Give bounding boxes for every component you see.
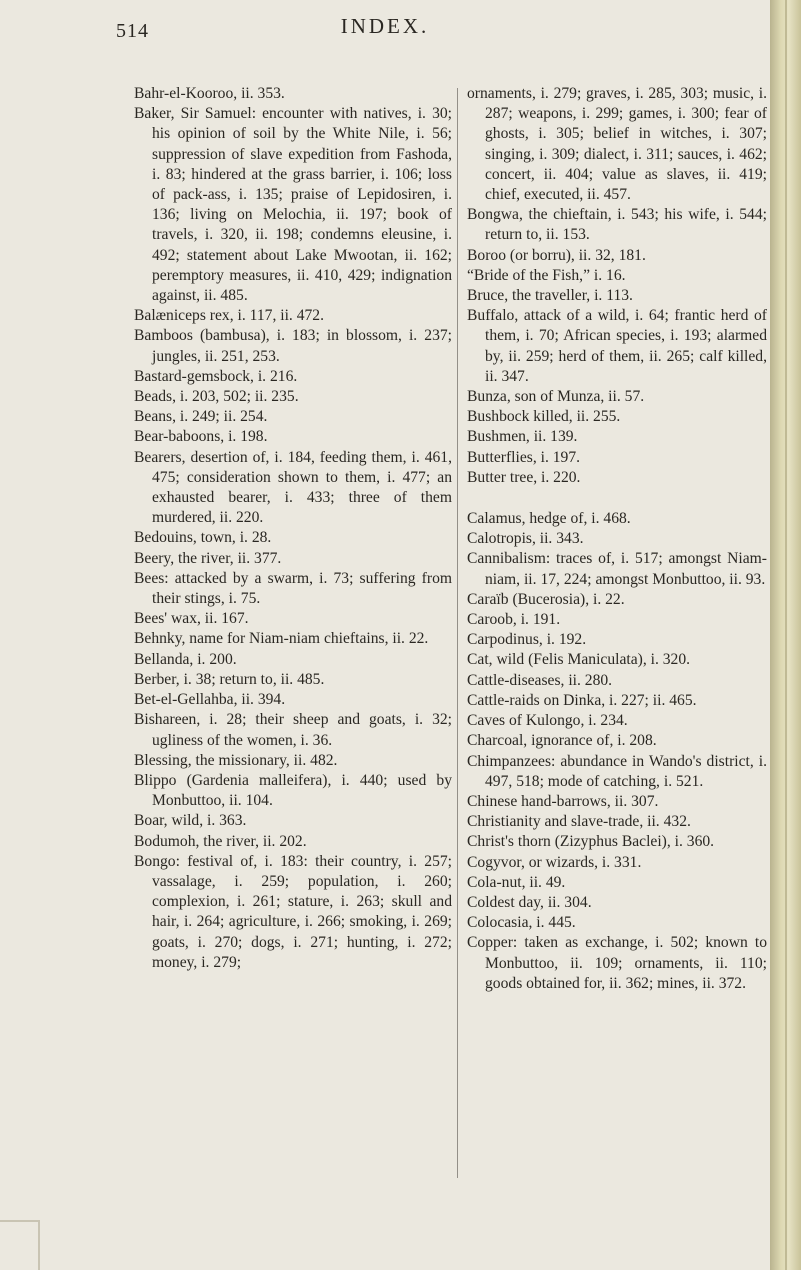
index-entry: Bushmen, ii. 139.	[467, 428, 578, 446]
edge-shadow	[785, 0, 787, 1270]
index-entry: Charcoal, ignorance of, i. 208.	[467, 732, 657, 750]
index-entry: Bruce, the traveller, i. 113.	[467, 287, 633, 305]
index-entry: Bees' wax, ii. 167.	[134, 610, 249, 628]
index-entry: Bongwa, the chieftain, i. 543; his wife, i. 544; return to, ii. 153.	[467, 206, 767, 244]
index-entry: Baker, Sir Samuel: encounter with natives, i. 30; his opinion of soil by the White Nile, i. 56; suppression of slave expedition from Fashoda, i. 83; hindered at the grass barrier, i. 106; loss of pack-ass, i. 135; praise of Lepidosiren, i. 136; living on Melochia, ii. 197; book of travels, i. 320, ii. 198; condemns eleusine, i. 492; statement about Lake Mwootan, ii. 162; peremptory measures, ii. 410, 429; indignation against, ii. 485.	[134, 105, 452, 305]
index-entry: Bahr-el-Kooroo, ii. 353.	[134, 85, 285, 102]
running-head: INDEX.	[340, 14, 430, 38]
index-entry: Butter tree, i. 220.	[467, 468, 581, 486]
index-entry: Berber, i. 38; return to, ii. 485.	[134, 670, 325, 688]
index-entry: Butterflies, i. 197.	[467, 448, 581, 466]
index-column-right	[467, 84, 767, 994]
index-entry: Bishareen, i. 28; their sheep and goats, i. 32; ugliness of the women, i. 36.	[134, 711, 452, 749]
index-entry: Cogyvor, or wizards, i. 331.	[467, 853, 642, 871]
index-entry: ornaments, i. 279; graves, i. 285, 303; music, i. 287; weapons, i. 299; games, i. 300; fear of ghosts, i. 305; belief in witches, i. 307; singing, i. 309; dialect, i. 311; sauces, i. 462; concert, ii. 404; value as slaves, ii. 419; chief, executed, ii. 457.	[467, 85, 767, 204]
index-entry: Boar, wild, i. 363.	[134, 812, 247, 830]
book-edge	[770, 0, 801, 1270]
index-entry: Chinese hand-barrows, ii. 307.	[467, 792, 659, 810]
index-entry: Bet-el-Gellahba, ii. 394.	[134, 691, 286, 709]
index-column-left	[134, 84, 452, 973]
index-entry: Bearers, desertion of, i. 184, feeding them, i. 461, 475; consideration shown to them, i. 477; an exhausted bearer, i. 433; three of them murdered, ii. 220.	[134, 448, 452, 527]
page-corner-mark	[0, 1220, 40, 1270]
index-entry: Bellanda, i. 200.	[134, 650, 237, 668]
index-entry: Blippo (Gardenia malleifera), i. 440; used by Monbuttoo, ii. 104.	[134, 771, 452, 810]
page-number: 514	[116, 20, 149, 42]
index-entry: Caroob, i. 191.	[467, 611, 561, 629]
index-entry: Cattle-diseases, ii. 280.	[467, 671, 613, 689]
index-entry: Buffalo, attack of a wild, i. 64; frantic herd of them, i. 70; African species, i. 193; alarmed by, ii. 259; herd of them, ii. 265; calf killed, ii. 347.	[467, 307, 767, 385]
index-entry: Cattle-raids on Dinka, i. 227; ii. 465.	[467, 691, 697, 709]
index-entry: Caraïb (Bucerosia), i. 22.	[467, 590, 625, 608]
index-entry: Coldest day, ii. 304.	[467, 893, 592, 911]
index-entry: Bamboos (bambusa), i. 183; in blossom, i. 237; jungles, ii. 251, 253.	[134, 327, 452, 365]
index-entry: Bodumoh, the river, ii. 202.	[134, 832, 307, 850]
index-entry: Beery, the river, ii. 377.	[134, 549, 282, 567]
index-entry: Balæniceps rex, i. 117, ii. 472.	[134, 307, 324, 325]
index-entry: Christianity and slave-trade, ii. 432.	[467, 813, 691, 831]
index-entry: Calotropis, ii. 343.	[467, 530, 584, 548]
index-entry: Boroo (or borru), ii. 32, 181.	[467, 246, 646, 264]
index-entry: Christ's thorn (Zizyphus Baclei), i. 360.	[467, 833, 715, 851]
index-entry: Caves of Kulongo, i. 234.	[467, 712, 628, 730]
index-entry: Copper: taken as exchange, i. 502; known to Monbuttoo, ii. 109; ornaments, ii. 110; goods obtained for, ii. 362; mines, ii. 372.	[467, 934, 767, 992]
index-entry: Cat, wild (Felis Maniculata), i. 320.	[467, 651, 691, 669]
index-entry: Bongo: festival of, i. 183: their country, i. 257; vassalage, i. 259; population, i. 260; complexion, i. 261; stature, i. 263; skull and hair, i. 264; agriculture, i. 266; smoking, i. 269; goats, i. 270; dogs, i. 271; hunting, i. 272; money, i. 279;	[134, 852, 452, 971]
index-entry: Bees: attacked by a swarm, i. 73; suffering from their stings, i. 75.	[134, 569, 452, 608]
index-entry: Bastard-gemsbock, i. 216.	[134, 367, 298, 385]
index-entry: Calamus, hedge of, i. 468.	[467, 510, 631, 528]
index-entry: Bunza, son of Munza, ii. 57.	[467, 388, 645, 406]
index-entry: Cannibalism: traces of, i. 517; amongst Niam-niam, ii. 17, 224; amongst Monbuttoo, ii. 93.	[467, 550, 767, 588]
index-entry: Beans, i. 249; ii. 254.	[134, 408, 268, 426]
index-entry: Cola-nut, ii. 49.	[467, 873, 566, 891]
index-entry: Bedouins, town, i. 28.	[134, 529, 272, 547]
index-entry: Colocasia, i. 445.	[467, 914, 576, 932]
column-divider	[457, 88, 458, 1178]
index-entry: Bear-baboons, i. 198.	[134, 428, 268, 446]
index-entry: Beads, i. 203, 502; ii. 235.	[134, 388, 299, 406]
index-entry: Chimpanzees: abundance in Wando's district, i. 497, 518; mode of catching, i. 521.	[467, 752, 767, 790]
index-entry: Blessing, the missionary, ii. 482.	[134, 751, 338, 769]
index-entry: Bushbock killed, ii. 255.	[467, 408, 621, 426]
index-entry: “Bride of the Fish,” i. 16.	[467, 266, 626, 284]
index-entry: Behnky, name for Niam-niam chieftains, ii. 22.	[134, 630, 429, 648]
index-entry: Carpodinus, i. 192.	[467, 631, 587, 649]
